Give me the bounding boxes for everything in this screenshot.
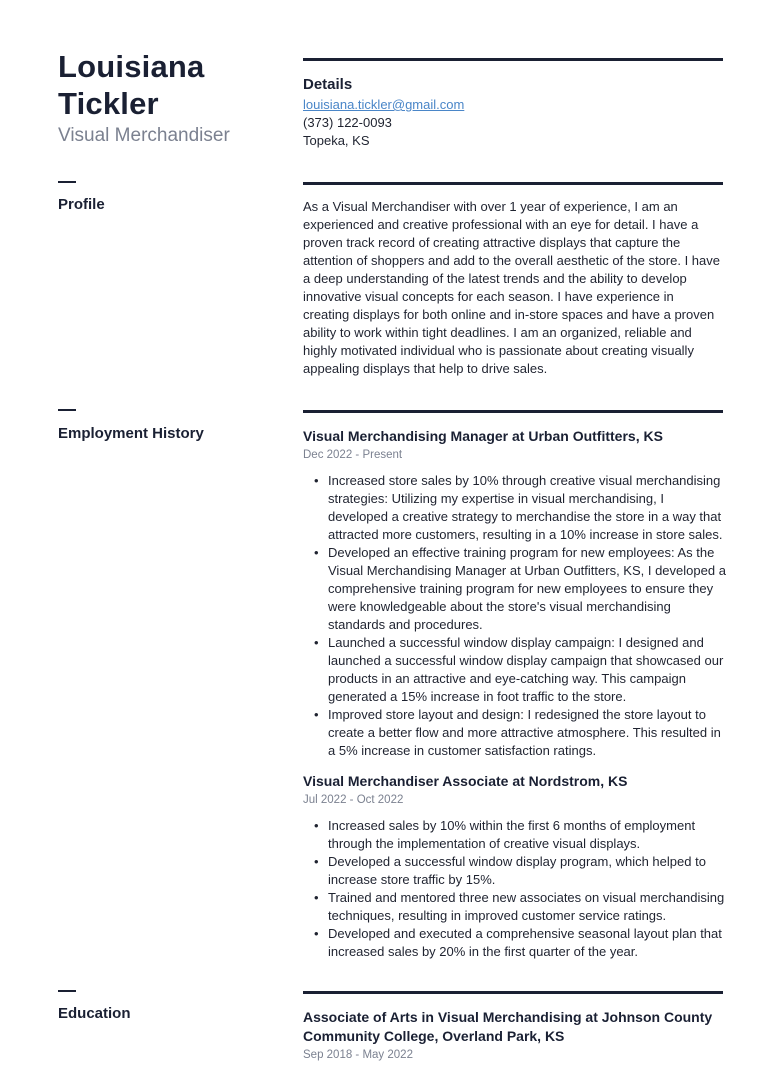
details-title: Details bbox=[303, 76, 353, 93]
profile-divider bbox=[303, 182, 723, 185]
education-entry bbox=[303, 1008, 727, 1063]
bullet-text: Launched a successful window display campaign: I designed and launched a successful window display campaign that showcased our products in an attractive and eye-catching way. This campaign generated a 15% increase in foot traffic to the store. bbox=[328, 635, 724, 704]
candidate-role: Visual Merchandiser bbox=[58, 125, 230, 146]
bullet-text: Developed and executed a comprehensive seasonal layout plan that increased sales by 20% in the first quarter of the year. bbox=[328, 926, 722, 959]
employment-label: Employment History bbox=[58, 425, 204, 442]
job-title: Visual Merchandising Manager at Urban Outfitters, KS bbox=[303, 428, 663, 444]
details-section bbox=[303, 75, 723, 150]
profile-text: As a Visual Merchandiser with over 1 year of experience, I am an experienced and creative professional with an eye for detail. I have a proven track record of creating attractive displays that capture the attention of shoppers and add to the overall aesthetic of the store. I have a deep understanding of the latest trends and the ability to develop innovative visual concepts for each season. I have experience in creating displays for both online and in-store spaces and have a proven ability to work within tight deadlines. I am an organized, reliable and highly motivated individual who is passionate about creating visually appealing displays that help to drive sales. bbox=[303, 199, 720, 376]
profile-label: Profile bbox=[58, 196, 105, 213]
employment-dash bbox=[58, 409, 76, 411]
bullet-item: • Developed a successful window display program, which helped to increase store traffic by 15%. bbox=[314, 854, 706, 887]
education-title: Associate of Arts in Visual Merchandising at Johnson County Community College, Overland Park, KS bbox=[303, 1009, 713, 1044]
bullet-text: Developed an effective training program for new employees: As the Visual Merchandising Manager at Urban Outfitters, KS, I developed a comprehensive training program for new employees to ensure they were knowledgeable about the store's visual merchandising standards and procedures. bbox=[328, 545, 726, 632]
details-divider bbox=[303, 58, 723, 61]
job-entry bbox=[303, 427, 727, 760]
education-divider bbox=[303, 991, 723, 994]
profile-dash bbox=[58, 181, 76, 183]
employment-divider bbox=[303, 410, 723, 413]
bullet-item: • Increased store sales by 10% through creative visual merchandising strategies: Utilizing my expertise in visual merchandising, I developed a creative strategy to merchandise the store in a way that attracted more customers, resulting in a 10% increase in store sales. bbox=[314, 473, 723, 542]
job-dates: Jul 2022 - Oct 2022 bbox=[303, 794, 404, 806]
job-bullets bbox=[303, 472, 727, 760]
education-dash bbox=[58, 990, 76, 992]
phone-number: (373) 122-0093 bbox=[303, 115, 392, 130]
job-entry bbox=[303, 772, 727, 961]
location: Topeka, KS bbox=[303, 133, 370, 148]
email-link[interactable]: louisiana.tickler@gmail.com bbox=[303, 97, 465, 112]
bullet-text: Increased store sales by 10% through creative visual merchandising strategies: Utilizing my expertise in visual merchandising, I developed a creative strategy to merchandise the store in a way that attracted more customers, resulting in a 10% increase in store sales. bbox=[328, 473, 723, 542]
candidate-name: Louisiana Tickler bbox=[58, 49, 205, 121]
bullet-text: Improved store layout and design: I redesigned the store layout to create a better flow and more attractive atmosphere. This resulted in a 5% increase in customer satisfaction ratings. bbox=[328, 707, 721, 758]
bullet-text: Increased sales by 10% within the first 6 months of employment through the implementation of creative visual displays. bbox=[328, 818, 696, 851]
bullet-item: • Developed and executed a comprehensive seasonal layout plan that increased sales by 20% in the first quarter of the year. bbox=[314, 926, 722, 959]
bullet-item: • Launched a successful window display campaign: I designed and launched a successful window display campaign that showcased our products in an attractive and eye-catching way. This campaign generated a 15% increase in foot traffic to the store. bbox=[314, 635, 724, 704]
bullet-item: • Improved store layout and design: I redesigned the store layout to create a better flow and more attractive atmosphere. This resulted in a 5% increase in customer satisfaction ratings. bbox=[314, 707, 721, 758]
job-title: Visual Merchandiser Associate at Nordstrom, KS bbox=[303, 773, 628, 789]
bullet-item: • Developed an effective training program for new employees: As the Visual Merchandising Manager at Urban Outfitters, KS, I developed a comprehensive training program for new employees to ensure they were knowledgeable about the store's visual merchandising standards and procedures. bbox=[314, 545, 726, 632]
job-bullets bbox=[303, 817, 727, 961]
bullet-text: Trained and mentored three new associates on visual merchandising techniques, resulting in improved customer service ratings. bbox=[328, 890, 725, 923]
bullet-item: • Trained and mentored three new associates on visual merchandising techniques, resulting in improved customer service ratings. bbox=[314, 890, 725, 923]
education-dates: Sep 2018 - May 2022 bbox=[303, 1049, 413, 1061]
job-dates: Dec 2022 - Present bbox=[303, 449, 403, 461]
bullet-text: Developed a successful window display program, which helped to increase store traffic by 15%. bbox=[328, 854, 706, 887]
bullet-item: • Increased sales by 10% within the first 6 months of employment through the implementation of creative visual displays. bbox=[314, 818, 696, 851]
education-label: Education bbox=[58, 1005, 131, 1022]
